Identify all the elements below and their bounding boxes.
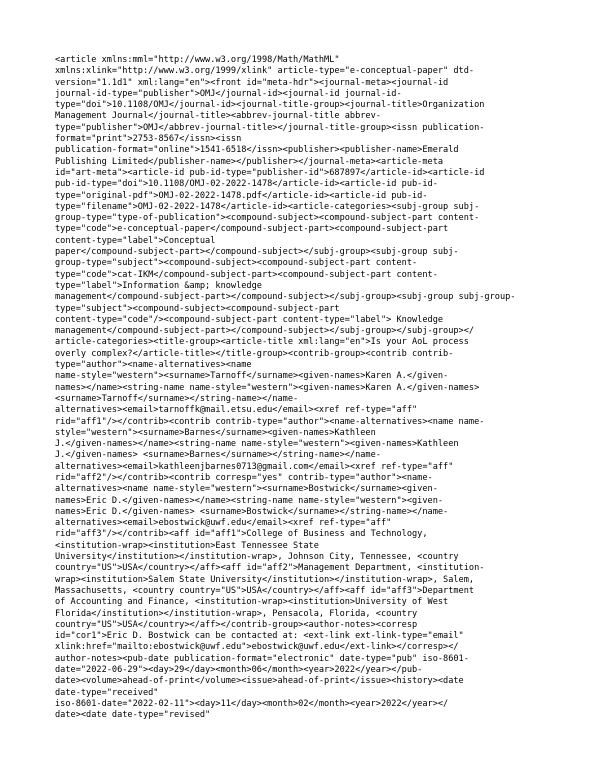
xml-text-line: date><date date-type="revised": [55, 710, 211, 721]
xml-text-line: J.</given-names> <surname>Barnes</surname></string-name></name-: [55, 450, 381, 461]
xml-text-line: rid="aff2"/></contrib><contrib corresp="yes" contrib-type="author"><name-: [55, 472, 433, 483]
xml-text-line: alternatives><email>kathleenjbarnes0713@gmail.com</email><xref ref-type="aff": [55, 461, 454, 472]
xml-text-line: id="art-meta"><article-id pub-id-type="publisher-id">687897</article-id><article-id: [55, 167, 485, 178]
xml-text-line: type="doi">10.1108/OMJ</journal-id><journal-title-group><journal-title>Organization: [55, 100, 485, 111]
xml-text-line: group-type="subject"><compound-subject><compound-subject-part content-: [55, 258, 418, 269]
xml-text-line: date-type="received": [55, 687, 159, 698]
xml-text-line: id="cor1">Eric D. Bostwick can be contacted at: <ext-link ext-link-type="email": [55, 631, 464, 642]
xml-text-line: of Accounting and Finance, <institution-wrap><institution>University of West: [55, 597, 449, 608]
xml-text-line: country="US">USA</country></aff></contrib-group><author-notes><corresp: [55, 619, 418, 630]
xml-text-line: <institution-wrap><institution>East Tennessee State: [55, 540, 319, 551]
xml-text-line: Publishing Limited</publisher-name></publisher></journal-meta><article-meta: [55, 156, 444, 167]
xml-text-line: type="code">cat-IKM</compound-subject-part><compound-subject-part content-: [55, 269, 438, 280]
xml-text-line: content-type="label">Conceptual: [55, 235, 216, 246]
xml-text-line: alternatives><email>ebostwick@uwf.edu</email><xref ref-type="aff": [55, 518, 392, 529]
xml-text-line: J.</given-names></name><string-name name-style="western"><given-names>Kathleen: [55, 439, 459, 450]
xml-text-line: xlink:href="mailto:ebostwick@uwf.edu">ebostwick@uwf.edu</ext-link></corresp></: [55, 642, 459, 653]
xml-text-line: content-type="code"/><compound-subject-part content-type="label"> Knowledge: [55, 314, 444, 325]
xml-text-line: names></name><string-name name-style="western"><given-names>Karen A.</given-names>: [55, 382, 480, 393]
xml-text-line: University</institution></institution-wrap>, Johnson City, Tennessee, <country: [55, 552, 459, 563]
xml-text-line: journal-id-type="publisher">OMJ</journal-id><journal-id journal-id-: [55, 88, 402, 99]
xml-text-line: article-categories><title-group><article-title xml:lang="en">Is your AoL process: [55, 337, 469, 348]
xml-text-line: version="1.1d1" xml:lang="en"><front id="meta-hdr"><journal-meta><journal-id: [55, 77, 449, 88]
xml-text-line: wrap><institution>Salem State University</institution></institution-wrap>, Salem,: [55, 574, 475, 585]
xml-text-line: Management Journal</journal-title><abbrev-journal-title abbrev-: [55, 111, 381, 122]
xml-text-line: author-notes><pub-date publication-format="electronic" date-type="pub" iso-8601-: [55, 653, 469, 664]
xml-text-line: <surname>Tarnoff</surname></string-name></name-: [55, 393, 299, 404]
xml-text-line: paper</compound-subject-part></compound-subject></subj-group><subj-group subj-: [55, 247, 459, 258]
xml-text-line: group-type="type-of-publication"><compound-subject><compound-subject-part content-: [55, 213, 480, 224]
xml-text-line: management</compound-subject-part></compound-subject></subj-group></subj-group></: [55, 326, 475, 337]
xml-text-line: style="western"><surname>Barnes</surname><given-names>Kathleen: [55, 427, 376, 438]
xml-text-line: type="subject"><compound-subject><compound-subject-part: [55, 303, 340, 314]
xml-text-line: <article xmlns:mml="http://www.w3.org/1998/Math/MathML": [55, 55, 340, 65]
xml-text-line: type="author"><name-alternatives><name: [55, 360, 252, 371]
xml-text-line: names>Eric D.</given-names> <surname>Bostwick</surname></string-name></name-: [55, 506, 449, 517]
xml-text-line: Massachusetts, <country country="US">USA</country></aff><aff id="aff3">Department: [55, 585, 475, 596]
xml-text-line: alternatives><email>tarnoffk@mail.etsu.edu</email><xref ref-type="aff": [55, 405, 418, 416]
xml-text-line: alternatives><name name-style="western"><surname>Bostwick</surname><given-: [55, 484, 438, 495]
xml-source-text: [55, 55, 575, 722]
xml-text-line: name-style="western"><surname>Tarnoff</surname><given-names>Karen A.</given-: [55, 371, 449, 382]
xml-text-line: management</compound-subject-part></compound-subject></subj-group><subj-group subj-group-: [55, 292, 516, 303]
xml-text-line: names>Eric D.</given-names></name><string-name name-style="western"><given-: [55, 495, 444, 506]
xml-text-line: date="2022-06-29"><day>29</day><month>06</month><year>2022</year></pub-: [55, 665, 423, 676]
xml-text-line: rid="aff1"/></contrib><contrib contrib-type="author"><name-alternatives><name name-: [55, 416, 485, 427]
xml-text-line: xmlns:xlink="http://www.w3.org/1999/xlink" article-type="e-conceptual-paper" dtd-: [55, 66, 475, 77]
xml-text-line: date><volume>ahead-of-print</volume><issue>ahead-of-print</issue><history><date: [55, 676, 464, 687]
xml-text-line: type="original-pdf">OMJ-02-2022-1478.pdf</article-id><article-id pub-id-: [55, 190, 428, 201]
xml-text-line: country="US">USA</country></aff><aff id="aff2">Management Department, <institution-: [55, 563, 485, 574]
xml-text-line: iso-8601-date="2022-02-11"><day>11</day><month>02</month><year>2022</year></: [55, 698, 449, 709]
xml-text-line: format="print">2753-8567</issn><issn: [55, 134, 242, 145]
xml-text-line: type="publisher">OMJ</abbrev-journal-title></journal-title-group><issn publication-: [55, 122, 485, 133]
xml-text-line: type="code">e-conceptual-paper</compound-subject-part><compound-subject-part: [55, 224, 449, 235]
xml-text-line: type="filename">OMJ-02-2022-1478</article-id><article-categories><subj-group subj-: [55, 201, 480, 212]
xml-text-line: pub-id-type="doi">10.1108/OMJ-02-2022-1478</article-id><article-id pub-id-: [55, 179, 438, 190]
xml-text-line: overly complex?</article-title></title-group><contrib-group><contrib contrib-: [55, 348, 454, 359]
xml-text-line: type="label">Information &amp; knowledge: [55, 280, 262, 291]
xml-text-line: publication-format="online">1541-6518</issn><publisher><publisher-name>Emerald: [55, 145, 459, 156]
xml-text-line: rid="aff3"/></contrib><aff id="aff1">College of Business and Technology,: [55, 529, 428, 540]
xml-text-line: Florida</institution></institution-wrap>, Pensacola, Florida, <country: [55, 608, 418, 619]
